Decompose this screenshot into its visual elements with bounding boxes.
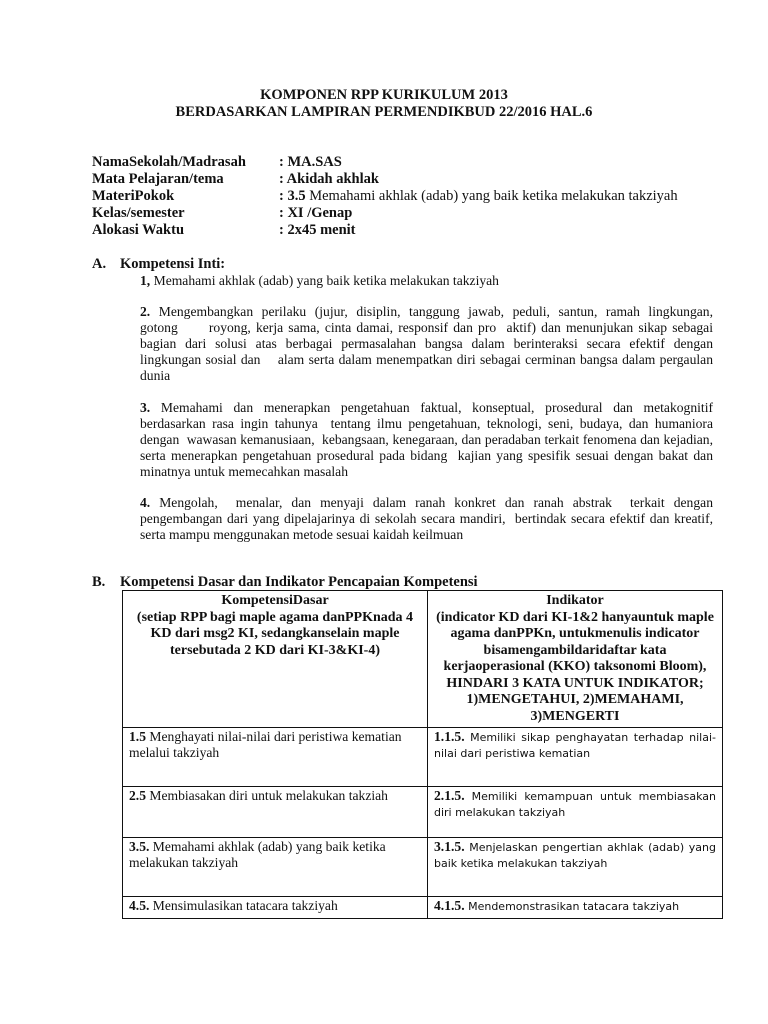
ki-number: 2. [140,304,151,319]
identity-value-text: Memahami akhlak (adab) yang baik ketika melakukan takziyah [305,188,678,204]
ki-text: Mengembangkan perilaku (jujur, disiplin, tanggung jawab, peduli, santun, ramah lingkungan, gotong royong, kerja sama, cinta damai, responsif dan pro aktif) dan menunjukan sikap sebagai bagian dari solusi atas berbagai permasalahan bangsa dalam berinteraksi secara efektif dengan lingkungan sosial dan alam serta dalam menempatkan diri sebagai cerminan bangsa dalam pergaulan dunia [140,304,713,383]
identity-row-topic [92,188,678,205]
ki-item-4 [140,495,713,543]
section-a-heading [92,256,225,273]
kd-text: Membiasakan diri untuk melakukan takziah [146,788,388,803]
indicator-cell [428,838,723,897]
kd-cell [123,728,428,787]
identity-value [279,205,352,222]
ki-item-3 [140,400,713,480]
identity-value-text: : 2x45 menit [279,222,356,238]
section-title: Kompetensi Dasar dan Indikator Pencapaian Kompetensi [120,574,478,590]
header-indikator [428,591,723,728]
identity-row-time [92,222,678,239]
kd-number: 4.5. [129,898,150,913]
identity-value [279,222,356,239]
kd-text: Menghayati nilai-nilai dari peristiwa kematian melalui takziyah [129,729,402,760]
ki-number: 3. [140,400,151,415]
identity-value-text: : Akidah akhlak [279,171,379,187]
table-row [123,787,723,838]
table-header-row [123,591,723,728]
identity-row-class [92,205,678,222]
indicator-number: 1.1.5. [434,729,465,744]
kd-cell [123,838,428,897]
ki-text: Mengolah, menalar, dan menyaji dalam ranah konkret dan ranah abstrak terkait dengan pengembangan dari yang dipelajarinya di sekolah secara mandiri, bertindak secara efektif dan kreatif, serta mampu menggunakan metode sesuai kaidah keilmuan [140,495,713,542]
ki-text: Memahami dan menerapkan pengetahuan faktual, konseptual, prosedural dan metakognitif berdasarkan rasa ingin tahunya tentang ilmu pengetahuan, teknologi, seni, budaya, dan humaniora dengan wawasan kemanusiaan, kebangsaan, kenegaraan, dan peradaban terkait fenomena dan kejadian, serta menerapkan pengetahuan prosedural pada bidang kajian yang spesifik sesuai dengan bakat dan minatnya untuk memecahkan masalah [140,400,713,479]
ki-item-2 [140,304,713,384]
kd-number: 1.5 [129,729,146,744]
identity-label: NamaSekolah/Madrasah [92,154,246,170]
indicator-text: Mendemonstrasikan tatacara takziyah [464,900,680,913]
kd-indicator-table [122,590,723,919]
indicator-cell [428,728,723,787]
indicator-number: 4.1.5. [434,898,465,913]
identity-value [279,154,342,171]
identity-label: Mata Pelajaran/tema [92,171,224,187]
identity-value [279,171,379,188]
kd-number: 3.5. [129,839,150,854]
section-letter: B. [92,574,106,590]
indicator-text: Menjelaskan pengertian akhlak (adab) yang baik ketika melakukan takziyah [434,841,716,870]
indicator-number: 3.1.5. [434,839,465,854]
header-ind-note: (indicator KD dari KI-1&2 hanyauntuk maple agama danPPKn, untukmenulis indicator bisamengambildaridaftar kata kerjaoperasional (KKO) taksonomi Bloom), HINDARI 3 KATA UNTUK INDIKATOR; 1)MENGETAHUI, 2)MEMAHAMI, 3)MENGERTI [436,609,714,724]
kd-text: Memahami akhlak (adab) yang baik ketika melakukan takziyah [129,839,386,870]
header-kd-title: KompetensiDasar [221,593,329,608]
identity-value-text: : XI /Genap [279,205,353,221]
section-b-heading [92,574,478,590]
identity-value-text: : MA.SAS [279,154,342,170]
identity-label: Alokasi Waktu [92,222,185,238]
table-row [123,897,723,919]
section-title: Kompetensi Inti: [120,256,226,272]
kd-text: Mensimulasikan tatacara takziyah [149,898,338,913]
indicator-text: Memiliki kemampuan untuk membiasakan diri melakukan takziyah [434,790,716,819]
document-title-line-2: BERDASARKAN LAMPIRAN PERMENDIKBUD 22/2016 HAL.6 [175,104,593,120]
indicator-cell [428,787,723,838]
table-row [123,838,723,897]
table-row [123,728,723,787]
header-ind-title: Indikator [546,593,604,608]
header-kompetensi-dasar [123,591,428,728]
indicator-text: Memiliki sikap penghayatan terhadap nilai-nilai dari peristiwa kematian [434,731,716,760]
identity-block [92,154,678,239]
document-title-line-1: KOMPONEN RPP KURIKULUM 2013 [260,87,508,103]
indicator-cell [428,897,723,919]
ki-item-1 [140,273,713,289]
ki-number: 4. [140,495,151,510]
header-kd-note: (setiap RPP bagi maple agama danPPKnada 4 KD dari msg2 KI, sedangkanselain maple tersebutada 2 KD dari KI-3&KI-4) [136,609,414,658]
ki-text: Memahami akhlak (adab) yang baik ketika melakukan takziyah [150,273,499,288]
identity-value [279,188,678,205]
identity-value-number: : 3.5 [279,188,306,204]
indicator-number: 2.1.5. [434,788,465,803]
identity-row-subject [92,171,678,188]
kd-number: 2.5 [129,788,146,803]
ki-number: 1, [140,273,151,288]
identity-label: Kelas/semester [92,205,185,221]
kd-cell [123,787,428,838]
section-letter: A. [92,256,107,272]
kd-cell [123,897,428,919]
identity-label: MateriPokok [92,188,175,204]
identity-row-school [92,154,678,171]
